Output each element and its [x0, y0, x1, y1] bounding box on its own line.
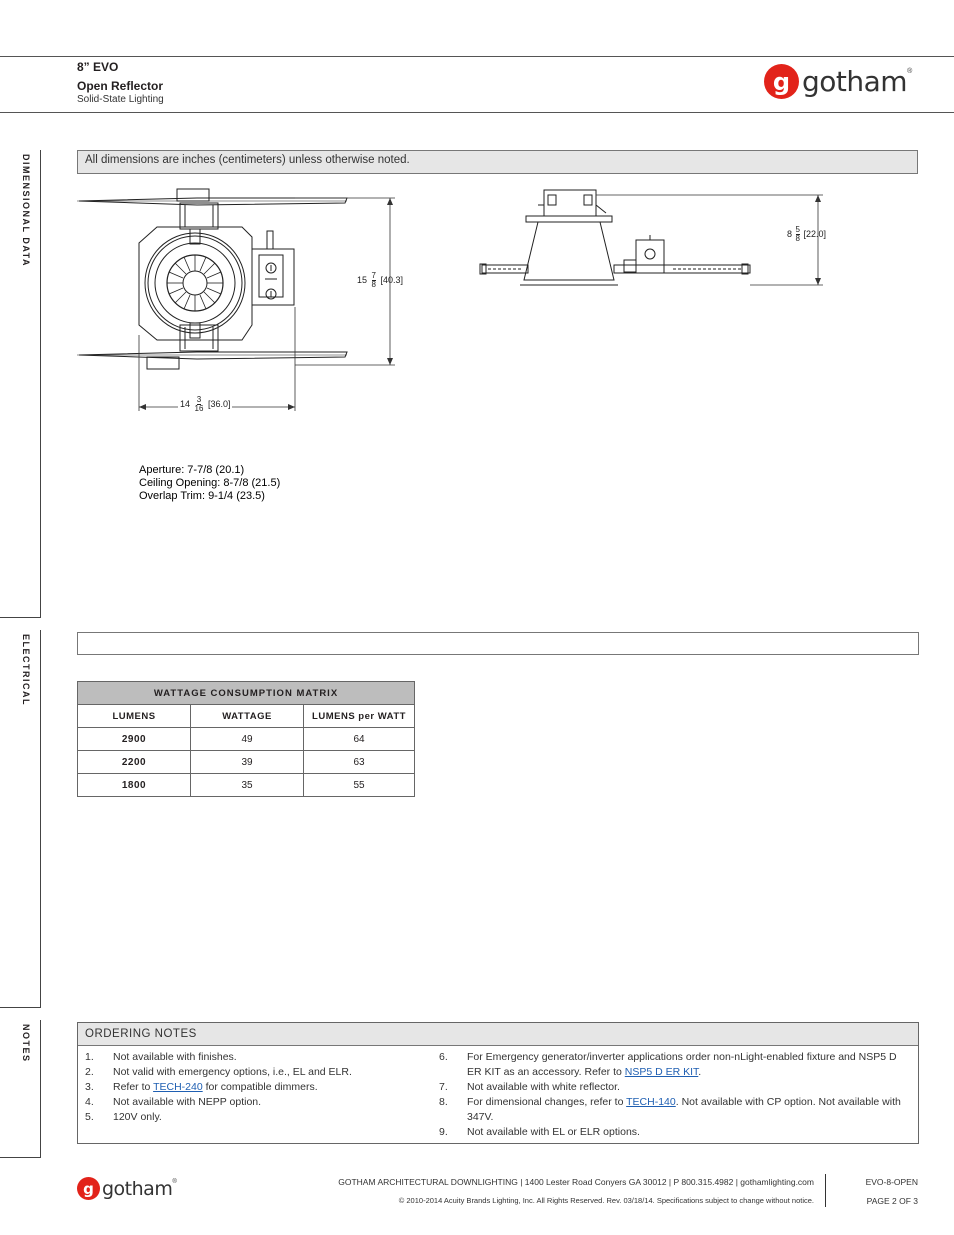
note-text-post: . Not available with CP option. Not available with 347V. — [467, 1096, 901, 1123]
section-tab-electrical — [0, 630, 41, 1008]
width-denominator: 16 — [194, 404, 204, 413]
note-text-post: . — [698, 1066, 702, 1078]
note-text: 120V only. — [113, 1111, 162, 1123]
note-text: Not valid with emergency options, i.e., EL and ELR. — [113, 1066, 352, 1078]
note-text: Not available with EL or ELR options. — [467, 1126, 640, 1138]
gotham-logo-icon: g — [77, 1177, 100, 1200]
product-category: Solid-State Lighting — [77, 94, 164, 105]
height-denominator: 8 — [371, 280, 376, 289]
list-item — [439, 1125, 909, 1140]
list-item — [85, 1065, 415, 1080]
section-label-electrical: ELECTRICAL — [21, 634, 31, 706]
list-item — [439, 1080, 909, 1095]
height-whole: 15 — [357, 274, 368, 285]
section-label-notes: NOTES — [21, 1024, 31, 1063]
spec-ceiling-opening: Ceiling Opening: 8-7/8 (21.5) — [139, 477, 281, 489]
footer-company-line: GOTHAM ARCHITECTURAL DOWNLIGHTING | 1400 Lester Road Conyers GA 30012 | P 800.315.4982 | gothamlighting.com — [338, 1177, 814, 1187]
brand-registered: ® — [907, 68, 913, 75]
wattage-cell: 49 — [191, 728, 304, 751]
note-number: 5. — [85, 1111, 94, 1123]
footer-copyright: © 2010-2014 Acuity Brands Lighting, Inc. All Rights Reserved. Rev. 03/18/14. Specifications subject to change without notice. — [398, 1196, 814, 1205]
note-number: 3. — [85, 1081, 94, 1093]
section-label-dimensional: DIMENSIONAL DATA — [21, 154, 31, 267]
section-tab-notes — [0, 1020, 41, 1158]
height-numerator: 7 — [371, 271, 376, 280]
note-text — [467, 1050, 909, 1080]
product-title: 8” EVO — [77, 60, 119, 74]
tech-240-link[interactable]: TECH-240 — [153, 1081, 203, 1093]
note-number: 1. — [85, 1051, 94, 1063]
table-row — [78, 728, 415, 751]
column-header: WATTAGE — [191, 705, 304, 728]
list-item — [439, 1050, 909, 1080]
height-dimension — [357, 272, 403, 289]
column-header: LUMENS per WATT — [304, 705, 415, 728]
table-row — [78, 751, 415, 774]
width-cm: [36.0] — [207, 398, 231, 409]
electrical-bar — [77, 632, 919, 655]
list-item — [439, 1095, 909, 1125]
note-text — [467, 1095, 909, 1125]
brand-name: gotham — [802, 65, 908, 98]
note-number: 4. — [85, 1096, 94, 1108]
lumens-cell: 2200 — [78, 751, 191, 774]
header-top-rule — [0, 56, 954, 57]
ordering-notes — [77, 1022, 919, 1144]
side-view-drawing — [478, 185, 823, 290]
wattage-cell: 35 — [191, 774, 304, 797]
note-number: 9. — [439, 1126, 448, 1138]
height-cm: [40.3] — [380, 274, 404, 285]
list-item — [85, 1110, 415, 1125]
list-item — [85, 1050, 415, 1065]
section-tab-dimensional — [0, 150, 41, 618]
width-numerator: 3 — [196, 395, 202, 404]
tech-140-link[interactable]: TECH-140 — [626, 1096, 676, 1108]
spec-overlap-trim: Overlap Trim: 9-1/4 (23.5) — [139, 490, 265, 502]
ordering-notes-title: ORDERING NOTES — [78, 1023, 918, 1046]
aperture-specs — [139, 464, 280, 503]
note-text-post: for compatible dimmers. — [202, 1081, 318, 1093]
lumens-cell: 2900 — [78, 728, 191, 751]
page-number: PAGE 2 OF 3 — [866, 1196, 918, 1206]
note-text — [113, 1080, 415, 1095]
column-header: LUMENS — [78, 705, 191, 728]
note-number: 7. — [439, 1081, 448, 1093]
note-text-pre: Refer to — [113, 1081, 154, 1093]
note-number: 2. — [85, 1066, 94, 1078]
doc-code: EVO-8-OPEN — [865, 1177, 918, 1187]
note-text-pre: For Emergency generator/inverter applications order non-nLight-enabled fixture and NSP5 D ER KIT as an accessory. Refer to — [467, 1051, 897, 1078]
depth-whole: 8 — [787, 228, 793, 239]
list-item — [85, 1095, 415, 1110]
brand-name: gotham — [102, 1177, 173, 1200]
depth-denominator: 8 — [795, 234, 800, 243]
notes-left-column — [85, 1050, 415, 1125]
note-text: Not available with finishes. — [113, 1051, 237, 1063]
notes-right-column — [439, 1050, 909, 1140]
note-text-pre: For dimensional changes, refer to — [467, 1096, 627, 1108]
note-text: Not available with NEPP option. — [113, 1096, 262, 1108]
depth-dimension — [787, 226, 826, 243]
lumens-per-watt-cell: 55 — [304, 774, 415, 797]
wattage-matrix — [77, 681, 415, 797]
top-view-drawing — [77, 185, 422, 420]
dimensions-note: All dimensions are inches (centimeters) unless otherwise noted. — [85, 154, 410, 166]
nsp5-d-er-kit-link[interactable]: NSP5 D ER KIT — [624, 1066, 699, 1078]
header-bottom-rule — [0, 112, 954, 113]
footer-logo — [77, 1177, 177, 1200]
dimensions-note-bar — [77, 150, 918, 174]
brand-registered: ® — [172, 1179, 177, 1185]
matrix-header-row — [78, 705, 415, 728]
product-variant: Open Reflector — [77, 79, 164, 93]
matrix-title: WATTAGE CONSUMPTION MATRIX — [78, 682, 415, 705]
depth-cm: [22.0] — [803, 228, 827, 239]
lumens-per-watt-cell: 63 — [304, 751, 415, 774]
header-logo — [764, 64, 912, 99]
depth-numerator: 5 — [795, 225, 800, 234]
wattage-cell: 39 — [191, 751, 304, 774]
table-row — [78, 774, 415, 797]
width-dimension — [178, 396, 232, 413]
lumens-cell: 1800 — [78, 774, 191, 797]
note-number: 8. — [439, 1096, 448, 1108]
note-number: 6. — [439, 1051, 448, 1063]
footer-divider — [825, 1174, 826, 1207]
lumens-per-watt-cell: 64 — [304, 728, 415, 751]
list-item — [85, 1080, 415, 1095]
note-text: Not available with white reflector. — [467, 1081, 620, 1093]
width-whole: 14 — [180, 398, 191, 409]
spec-aperture: Aperture: 7-7/8 (20.1) — [139, 464, 245, 476]
gotham-logo-icon: g — [764, 64, 799, 99]
